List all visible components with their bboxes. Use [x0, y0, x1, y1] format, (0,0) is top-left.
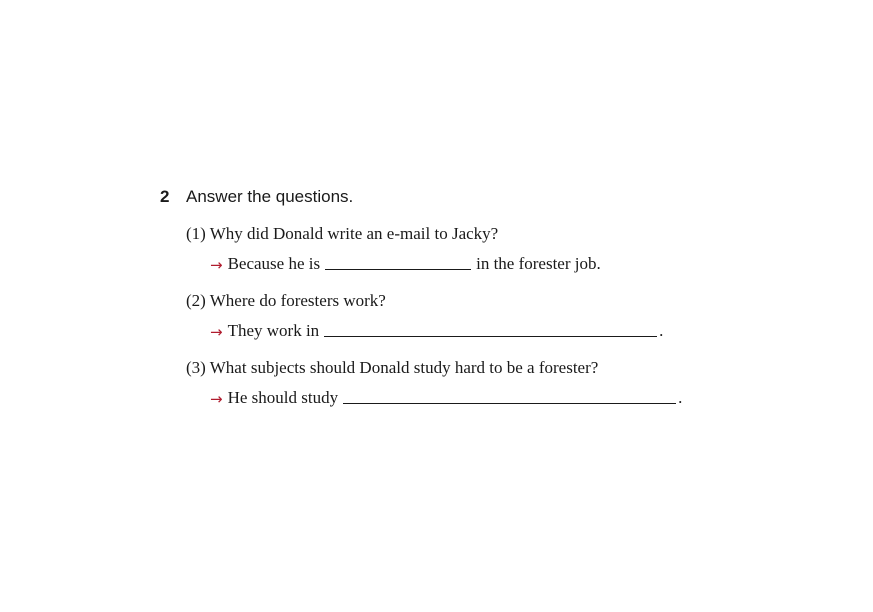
answer-line-1 [210, 253, 760, 275]
exercise-title: Answer the questions. [186, 187, 354, 206]
answer-1-blank[interactable] [325, 268, 471, 270]
question-1: (1) Why did Donald write an e-mail to Jacky? [186, 224, 499, 243]
answer-line-3 [210, 387, 760, 409]
answer-2-suffix: . [659, 321, 664, 340]
answer-3-prefix: He should study [227, 388, 339, 407]
question-3: (3) What subjects should Donald study hard to be a forester? [186, 358, 599, 377]
answer-3-blank[interactable] [343, 402, 676, 404]
arrow-right-icon: → [210, 390, 223, 408]
exercise-block [160, 186, 760, 409]
answer-2-prefix: They work in [227, 321, 320, 340]
exercise-number: 2 [160, 187, 170, 206]
answer-3-suffix: . [678, 388, 683, 407]
answer-2-blank[interactable] [324, 335, 657, 337]
answer-1-prefix: Because he is [227, 254, 321, 273]
answer-line-2 [210, 320, 760, 342]
question-2: (2) Where do foresters work? [186, 291, 386, 310]
arrow-right-icon: → [210, 323, 223, 341]
arrow-right-icon: → [210, 256, 223, 274]
answer-1-suffix: in the forester job. [476, 254, 601, 273]
exercise-heading [160, 186, 760, 208]
